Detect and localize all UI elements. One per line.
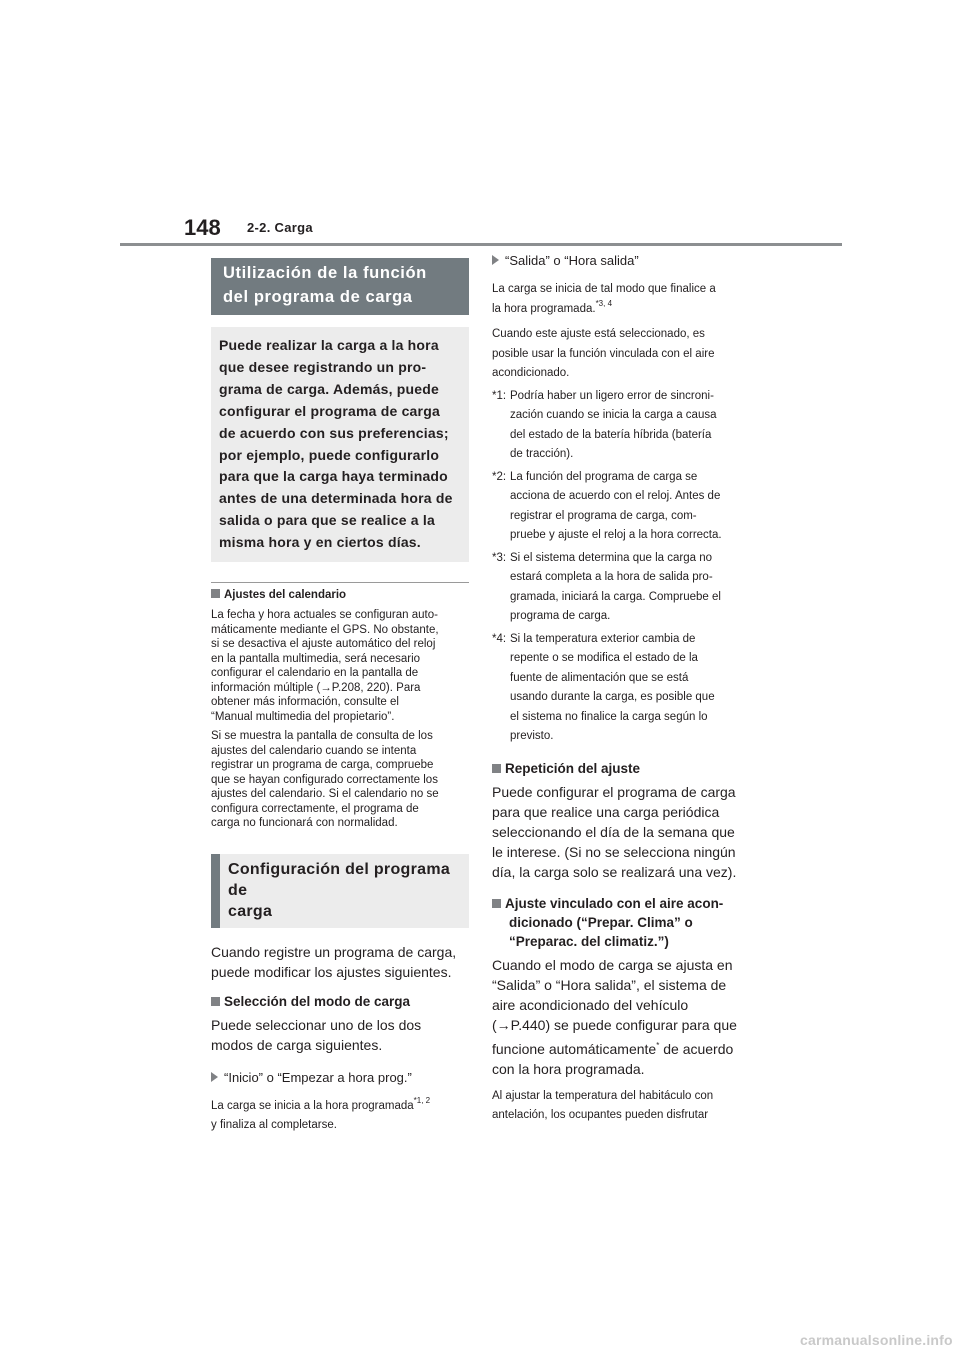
- arrow-bullet-icon: [211, 1072, 218, 1082]
- text-line: del estado de la batería híbrida (batería: [510, 428, 712, 441]
- text-line: gramada, iniciará la carga. Compruebe el: [510, 590, 721, 603]
- heading-line: carga: [228, 902, 273, 920]
- heading-line: del programa de carga: [223, 288, 413, 306]
- text-line: Cuando este ajuste está seleccionado, es: [492, 328, 705, 340]
- header-rule: [120, 243, 842, 246]
- mode-text: [211, 1015, 469, 1055]
- calendar-paragraph-1: [211, 608, 469, 724]
- text-line: previsto.: [510, 730, 554, 742]
- intro-line: que desee registrando un pro-: [219, 358, 427, 375]
- text-line: Podría haber un ligero error de sincroni-: [510, 389, 714, 402]
- linked-text: [492, 955, 749, 1079]
- repeat-title: Repetición del ajuste: [505, 760, 641, 776]
- heading-line: “Preparac. del climatiz.”): [509, 933, 669, 949]
- footnote-mark: *2:: [492, 470, 507, 483]
- text-line: Si el sistema determina que la carga no: [510, 551, 712, 564]
- text-line: configura correctamente, el programa de: [211, 802, 419, 815]
- text-line: posible usar la función vinculada con el aire: [492, 347, 715, 360]
- text-line: el sistema no finalice la carga según lo: [510, 710, 708, 723]
- mode-title: Selección del modo de carga: [224, 993, 411, 1009]
- mode-subheading: [211, 992, 469, 1011]
- watermark: carmanualsonline.info: [800, 1332, 953, 1348]
- text-line: carga no funcionará con normalidad.: [211, 817, 398, 830]
- calendar-subheading: [211, 588, 469, 603]
- text-line: Puede configurar el programa de carga: [492, 783, 736, 800]
- config-intro: [211, 942, 469, 982]
- square-bullet-icon: [211, 589, 220, 598]
- arrow-bullet-icon: [492, 255, 499, 265]
- page-number: 148: [184, 215, 221, 240]
- repeat-subheading: [492, 759, 749, 778]
- intro-line: para que la carga haya terminado: [219, 468, 448, 485]
- footnote-mark: *3:: [492, 551, 507, 564]
- heading-bar: [211, 854, 220, 928]
- config-heading-text: [220, 854, 469, 928]
- text-line: antelación, los ocupantes pueden disfrutar: [492, 1109, 709, 1121]
- text-line: seleccionando el día de la semana que: [492, 823, 735, 840]
- footnote-mark: *4:: [492, 632, 507, 645]
- intro-line: configurar el programa de carga: [219, 402, 440, 419]
- text-line: configurar el calendario en la pantalla de: [211, 667, 419, 680]
- text-line: de tracción).: [510, 448, 574, 460]
- start-option-label: “Inicio” o “Empezar a hora prog.”: [224, 1069, 412, 1085]
- text-line: zación cuando se inicia la carga a causa: [510, 409, 717, 421]
- text-line: le interese. (Si no se selecciona ningún: [492, 843, 736, 860]
- text-line: [492, 1039, 749, 1059]
- left-column: [211, 258, 469, 1136]
- text-line: [211, 1097, 469, 1117]
- text-line: ajustes del calendario cuando se intenta: [211, 744, 417, 757]
- text-line: usando durante la carga, es posible que: [510, 691, 715, 703]
- footnote-body: [510, 387, 717, 465]
- footnote-body: [510, 630, 715, 747]
- footnote-body: [510, 468, 722, 546]
- exit-option: [492, 252, 749, 270]
- footnote-ref: *: [656, 1040, 660, 1050]
- text-line: La fecha y hora actuales se configuran auto-: [211, 609, 438, 622]
- intro-line: Puede realizar la carga a la hora: [219, 337, 439, 353]
- start-note: [211, 1097, 469, 1136]
- heading-line: [492, 894, 749, 913]
- text-line: Cuando el modo de carga se ajusta en: [492, 956, 733, 973]
- footnote-body: [510, 549, 721, 627]
- text-line: registrar el programa de carga, com-: [510, 509, 697, 522]
- exit-note-text: la hora programada.: [492, 302, 596, 315]
- text-line: registrar un programa de carga, compruebe: [211, 759, 434, 772]
- text-line: obtener más información, consulte el: [211, 696, 399, 709]
- text-line: estará completa a la hora de salida pro-: [510, 571, 713, 583]
- square-bullet-icon: [211, 997, 220, 1006]
- aircon-note: [492, 325, 749, 384]
- text-line: día, la carga solo se realizará una vez).: [492, 863, 737, 880]
- section-heading: [211, 258, 469, 315]
- text-line: Cuando registre un programa de carga,: [211, 943, 457, 960]
- heading-line: dicionado (“Prepar. Clima” o: [509, 914, 693, 930]
- heading-line: Configuración del programa de: [228, 860, 451, 899]
- text-line: “Salida” o “Hora salida”, el sistema de: [492, 976, 727, 993]
- exit-option-label: “Salida” o “Hora salida”: [505, 253, 639, 268]
- intro-line: misma hora y en ciertos días.: [219, 534, 421, 551]
- intro-line: salida o para que se realice a la: [219, 512, 435, 529]
- text-line: información múltiple (→P.208, 220). Para: [211, 681, 421, 694]
- text-line: puede modificar los ajustes siguientes.: [211, 963, 452, 980]
- linked-last-a: funcione automáticamente: [492, 1040, 657, 1057]
- right-column: [492, 252, 749, 1126]
- footnote-ref: *1, 2: [413, 1095, 431, 1105]
- text-line: con la hora programada.: [492, 1060, 645, 1077]
- intro-box: [211, 327, 469, 562]
- text-line: que se hayan configurado correctamente los: [211, 773, 438, 786]
- text-line: Si la temperatura exterior cambia de: [510, 632, 696, 645]
- exit-note: [492, 280, 749, 319]
- repeat-text: [492, 782, 749, 882]
- start-option: [211, 1069, 469, 1087]
- linked-last-b: de acuerdo: [659, 1040, 734, 1057]
- square-bullet-icon: [492, 764, 501, 773]
- text-line: programa de carga.: [510, 610, 611, 622]
- intro-line: por ejemplo, puede configurarlo: [219, 446, 440, 463]
- footnote-3: [492, 549, 749, 627]
- text-line: fuente de alimentación que se está: [510, 671, 689, 684]
- linked-title: Ajuste vinculado con el aire acon-: [505, 895, 724, 911]
- text-line: y finaliza al completarse.: [211, 1119, 337, 1132]
- footnote-4: [492, 630, 749, 747]
- text-line: modos de carga siguientes.: [211, 1036, 383, 1053]
- text-line: Al ajustar la temperatura del habitáculo con: [492, 1089, 714, 1102]
- text-line: acondicionado.: [492, 367, 570, 379]
- text-line: La carga se inicia de tal modo que finalice a: [492, 283, 716, 295]
- intro-line: de acuerdo con sus preferencias;: [219, 424, 449, 441]
- heading-line: Utilización de la función: [223, 264, 427, 282]
- text-line: máticamente mediante el GPS. No obstante,: [211, 623, 439, 636]
- text-line: [492, 300, 749, 320]
- square-bullet-icon: [492, 899, 501, 908]
- section-label: 2-2. Carga: [247, 220, 313, 235]
- start-note-text: La carga se inicia a la hora programada: [211, 1099, 414, 1112]
- calendar-paragraph-2: [211, 729, 469, 831]
- text-line: si se desactiva el ajuste automático del reloj: [211, 638, 436, 651]
- text-line: “Manual multimedia del propietario”.: [211, 710, 395, 723]
- footnote-mark: *1:: [492, 389, 507, 402]
- intro-line: grama de carga. Además, puede: [219, 380, 440, 397]
- text-line: pruebe y ajuste el reloj a la hora correcta.: [510, 529, 722, 541]
- final-note: [492, 1087, 749, 1126]
- linked-subheading: [492, 894, 749, 951]
- text-line: acciona de acuerdo con el reloj. Antes de: [510, 490, 721, 502]
- calendar-title: Ajustes del calendario: [224, 589, 347, 602]
- text-line: La función del programa de carga se: [510, 470, 698, 483]
- text-line: ajustes del calendario. Si el calendario no se: [211, 788, 439, 801]
- config-heading: [211, 854, 469, 928]
- footnote-ref: *3, 4: [595, 298, 613, 308]
- text-line: (→P.440) se puede configurar para que: [492, 1016, 737, 1033]
- text-line: Puede seleccionar uno de los dos: [211, 1016, 422, 1033]
- text-line: en la pantalla multimedia, será necesario: [211, 652, 421, 665]
- text-line: Si se muestra la pantalla de consulta de los: [211, 730, 433, 743]
- footnote-1: [492, 387, 749, 465]
- divider: [211, 582, 469, 583]
- text-line: repente o se modifica el estado de la: [510, 652, 698, 664]
- footnote-2: [492, 468, 749, 546]
- text-line: aire acondicionado del vehículo: [492, 996, 689, 1013]
- text-line: para que realice una carga periódica: [492, 803, 720, 820]
- intro-line: antes de una determinada hora de: [219, 490, 453, 507]
